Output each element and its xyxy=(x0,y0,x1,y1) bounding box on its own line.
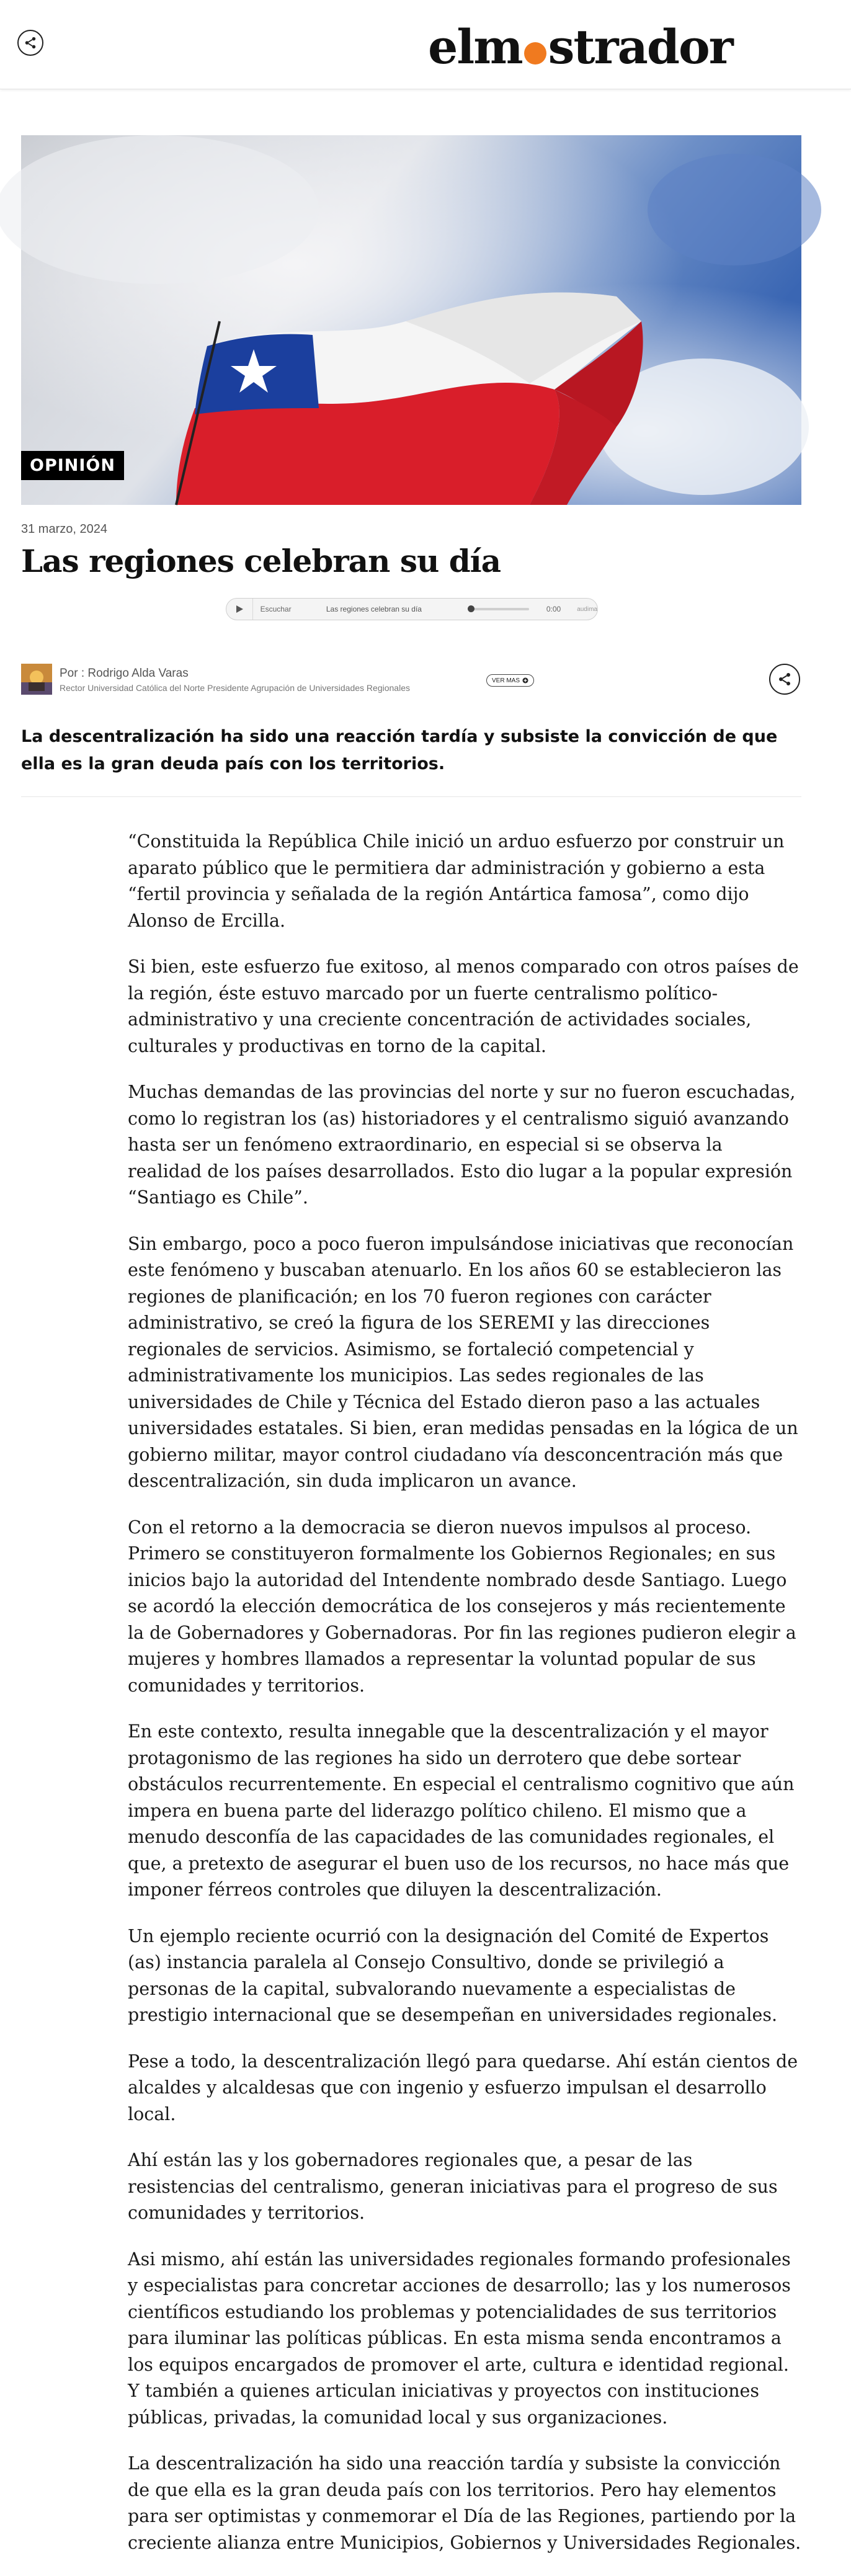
body-paragraph: “Constituida la República Chile inició un arduo esfuerzo por construir un aparato público que le permitiera dar administración y gobierno a esta “fertil provincia y señalada de la región Antártica famosa”, como dijo Alonso de Ercilla. xyxy=(128,831,785,931)
logo-text-right: strador xyxy=(548,19,733,74)
current-time: 0:00 xyxy=(546,605,561,613)
category-badge[interactable]: OPINIÓN xyxy=(21,451,124,480)
body-paragraph: En este contexto, resulta innegable que la descentralización y el mayor protagonismo de las regiones ha sido un derrotero que debe sortear obstáculos recurrentemente. En especial el centralismo cognitivo que aún impera en buena parte del liderazgo político chileno. El mismo que a menudo desconfía de las capacidades de las comunidades regionales, el que, a pretexto de asegurar el buen uso de los recursos, no hace más que imponer férreos controles que diluyen la descentralización. xyxy=(128,1721,795,1900)
body-paragraph: Muchas demandas de las provincias del norte y sur no fueron escuchadas, como lo registran los (as) historiadores y el centralismo siguió avanzando hasta ser un fenómeno extraordinario, en especial si se observa la realidad de los países desarrollados. Esto dio lugar a la popular expresión “Santiago es Chile”. xyxy=(128,1082,796,1208)
logo-dot xyxy=(524,42,546,65)
track-title: Las regiones celebran su día xyxy=(326,605,422,613)
ver-mas-label: VER MAS xyxy=(492,677,520,684)
plus-icon xyxy=(522,677,528,684)
play-button[interactable] xyxy=(226,599,253,620)
body-paragraph: Sin embargo, poco a poco fueron impulsándose iniciativas que reconocían este fenómeno y buscaban atenuarlo. En los años 60 se establecieron las regiones de planificación; en los 70 fueron regiones con carácter administrativo, se creó la figura de los SEREMI y las direcciones regionales de servicios. Asimismo, se fortaleció competencial y administrativamente los municipios. Las sedes regionales de las universidades de Chile y Técnica del Estado dieron paso a las actuales universidades estatales. Si bien, eran medidas pensadas en la lógica de un gobierno militar, mayor control ciudadano vía desconcentración más que descentralización, sin duda implicaron un avance. xyxy=(128,1233,798,1491)
author-role: Rector Universidad Católica del Norte Presidente Agrupación de Universidades Regionales xyxy=(60,683,410,693)
body-paragraph: Un ejemplo reciente ocurrió con la designación del Comité de Expertos (as) instancia paralela al Consejo Consultivo, donde se privilegió a personas de la capital, subvalorando nuevamente a especialistas de prestigio internacional que se desempeñan en universidades regionales. xyxy=(128,1925,778,2025)
play-icon xyxy=(234,604,244,614)
player-brand[interactable]: audima xyxy=(577,605,597,613)
body-paragraph: Si bien, este esfuerzo fue exitoso, al menos comparado con otros países de la región, éste estuvo marcado por un fuerte centralismo político-administrativo y una creciente concentración de actividades sociales, culturales y productivas en torno de la capital. xyxy=(128,956,799,1056)
article-share-button[interactable] xyxy=(769,664,800,695)
body-paragraph: Ahí están las y los gobernadores regionales que, a pesar de las resistencias del centralismo, generan iniciativas para el progreso de sus comunidades y territorios. xyxy=(128,2150,778,2223)
header-share-button[interactable] xyxy=(17,30,43,56)
hero-image xyxy=(21,135,801,505)
site-logo[interactable] xyxy=(428,19,733,74)
share-icon xyxy=(24,36,37,50)
author-name[interactable]: Por : Rodrigo Alda Varas xyxy=(60,667,189,680)
progress-knob[interactable] xyxy=(468,605,475,612)
logo-text-left: elm xyxy=(428,19,522,74)
share-icon xyxy=(777,672,792,687)
article-date: 31 marzo, 2024 xyxy=(21,522,107,536)
progress-slider[interactable] xyxy=(469,608,529,610)
audio-player xyxy=(226,598,598,620)
author-avatar[interactable] xyxy=(21,664,52,695)
site-header xyxy=(0,0,851,89)
listen-label: Escuchar xyxy=(260,605,292,613)
article-lead: La descentralización ha sido una reacción tardía y subsiste la convicción de que ella es la gran deuda país con los territorios. xyxy=(21,727,778,773)
body-paragraph: Con el retorno a la democracia se dieron nuevos impulsos al proceso. Primero se constituyeron formalmente los Gobiernos Regionales; en sus inicios bajo la autoridad del Intendente nombrado desde Santiago. Luego se acordó la elección democrática de los consejeros y más recientemente la de Gobernadores y Gobernadoras. Por fin las regiones pudieron elegir a mujeres y hombres llamados a representar la voluntad popular de sus comunidades y territorios. xyxy=(128,1517,796,1696)
body-paragraph: Pese a todo, la descentralización llegó para quedarse. Ahí están cientos de alcaldes y alcaldesas que con ingenio y esfuerzo impulsan el desarrollo local. xyxy=(128,2051,798,2124)
article-title: Las regiones celebran su día xyxy=(21,543,501,579)
ver-mas-button[interactable] xyxy=(486,674,534,687)
body-paragraph: Asi mismo, ahí están las universidades regionales formando profesionales y especialistas para concretar acciones de desarrollo; las y los numerosos científicos estudiando los problemas y potencialidades de sus territorios para iluminar las políticas públicas. En esta misma senda encontramos a los equipos encargados de promover el arte, cultura e identidad regional. Y también a quienes articulan iniciativas y proyectos con instituciones públicas, privadas, la comunidad local y sus organizaciones. xyxy=(128,2248,791,2428)
body-paragraph: La descentralización ha sido una reacción tardía y subsiste la convicción de que ella es la gran deuda país con los territorios. Pero hay elementos para ser optimistas y conmemorar el Día de las Regiones, partiendo por la creciente alianza entre Municipios, Gobiernos y Universidades Regionales. xyxy=(128,2453,801,2553)
lead-divider xyxy=(21,796,801,797)
article-body xyxy=(128,829,801,2576)
